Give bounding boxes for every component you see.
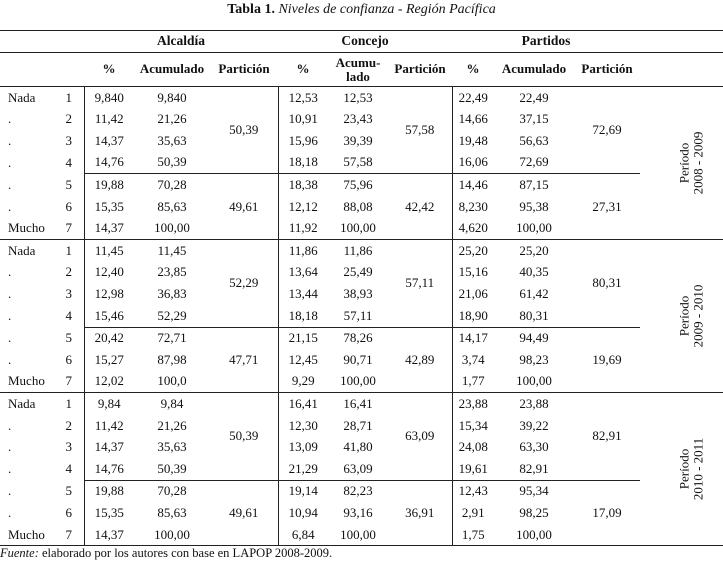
alcaldia-acumulado-cell: 100,00 [134,524,210,546]
concejo-acumulado-cell: 100,00 [328,218,388,240]
partidos-pct-cell: 2,91 [461,504,485,520]
row-label: Nada [0,393,54,415]
concejo-acumulado-cell: 16,41 [328,393,388,415]
row-number: 5 [65,329,72,345]
concejo-pct-cell: 12,53 [288,89,318,105]
partidos-particion-top: 72,69 [574,87,640,174]
alcaldia-particion-top: 50,39 [210,87,278,174]
row-number: 4 [65,154,72,170]
partidos-pct-cell: 15,34 [458,417,488,433]
concejo-pct-cell: 11,86 [278,240,328,262]
partidos-acumulado-header: Acumulado [494,53,574,87]
alcaldia-acumulado-cell: 11,45 [134,240,210,262]
period-label [660,393,723,546]
alcaldia-pct-cell: 9,840 [84,87,134,109]
alcaldia-particion-bottom: 49,61 [210,480,278,546]
period-label-years: 2008 - 2009 [690,131,706,195]
row-number: 7 [54,218,84,240]
row-label: . [8,132,12,148]
row-label: . [8,176,12,192]
row-number: 1 [65,89,72,105]
concejo-particion-bottom: 42,89 [388,327,452,393]
partidos-pct-cell: 21,06 [458,285,488,301]
concejo-acumulado-cell: 11,86 [328,240,388,262]
concejo-acumulado-cell: 57,58 [328,152,388,174]
period-gap [640,87,660,240]
concejo-pct-cell: 12,12 [288,198,318,214]
row-number: 4 [65,460,72,476]
row-number: 3 [65,439,72,455]
alcaldia-acumulado-cell: 9,840 [157,89,187,105]
partidos-particion-top: 82,91 [574,393,640,480]
concejo-pct-cell: 21,15 [288,330,318,346]
concejo-pct-cell: 18,18 [278,152,328,174]
partidos-particion-bottom: 17,09 [574,480,640,546]
row-label: . [8,504,12,520]
concejo-acumulado-cell: 88,08 [343,198,373,214]
row-label: . [8,307,12,323]
alcaldia-acumulado-cell: 50,39 [134,152,210,174]
partidos-acumulado-cell: 100,00 [494,371,574,393]
source-text: elaborado por los autores con base en LAPOP 2008-2009. [38,546,333,560]
partidos-pct-cell: 14,17 [458,330,488,346]
period-label-word: Período [676,449,692,490]
alcaldia-pct-cell: 15,46 [84,305,134,327]
concejo-pct-cell: 21,29 [278,458,328,480]
partidos-acumulado-cell: 22,49 [519,89,549,105]
row-number: 1 [54,240,84,262]
table-row [0,327,723,349]
alcaldia-acumulado-cell: 23,85 [157,264,187,280]
concejo-acumulado-cell: 38,93 [343,285,373,301]
concejo-particion-bottom: 42,42 [388,174,452,240]
partidos-pct-cell: 8,230 [458,198,488,214]
partidos-pct-cell: 22,49 [458,89,488,105]
alcaldia-pct-cell: 11,42 [84,109,134,131]
concejo-pct-cell: 16,41 [278,393,328,415]
partidos-acumulado-cell: 40,35 [519,264,549,280]
alcaldia-acumulado-cell: 52,29 [134,305,210,327]
row-label: . [8,351,12,367]
concejo-pct-cell: 11,92 [278,218,328,240]
concejo-acumulado-cell: 82,23 [343,483,373,499]
row-label: Mucho [0,524,54,546]
alcaldia-acumulado-cell: 9,84 [134,393,210,415]
alcaldia-pct-cell: 14,76 [84,458,134,480]
alcaldia-pct-cell: 11,45 [84,240,134,262]
alcaldia-acumulado-cell: 85,63 [157,198,187,214]
alcaldia-acumulado-cell: 21,26 [157,111,187,127]
alcaldia-particion-bottom: 47,71 [210,327,278,393]
period-label [660,240,723,393]
partidos-acumulado-cell: 98,25 [519,504,549,520]
alcaldia-particion-top: 50,39 [210,393,278,480]
alcaldia-pct-cell: 14,76 [84,152,134,174]
alcaldia-acumulado-cell: 36,83 [157,285,187,301]
period-label-word: Período [676,296,692,337]
alcaldia-pct-header: % [84,53,134,87]
row-label: . [8,154,12,170]
partidos-pct-cell: 1,75 [452,524,494,546]
alcaldia-acumulado-cell: 100,0 [134,371,210,393]
concejo-acumulado-cell: 100,00 [328,524,388,546]
concejo-acumulado-cell: 12,53 [343,89,373,105]
concejo-pct-cell: 13,64 [288,264,318,280]
row-label: . [8,483,12,499]
alcaldia-pct-cell: 9,84 [84,393,134,415]
row-number: 6 [65,198,72,214]
alcaldia-particion-header: Partición [210,53,278,87]
row-label: . [8,198,12,214]
period-label-text [677,132,706,195]
partidos-acumulado-cell: 100,00 [494,524,574,546]
concejo-acumulado-cell: 93,16 [343,504,373,520]
row-number: 2 [65,111,72,127]
alcaldia-acumulado-cell: 50,39 [134,458,210,480]
partidos-particion-top: 80,31 [574,240,640,327]
sub-header-row [0,53,723,87]
concejo-particion-top: 57,11 [388,240,452,327]
group-alcaldia: Alcaldía [84,31,278,53]
partidos-acumulado-cell: 56,63 [519,132,549,148]
partidos-pct-cell: 23,88 [452,393,494,415]
row-label: Nada [8,89,36,105]
concejo-acumulado-cell: 57,11 [328,305,388,327]
partidos-acumulado-cell: 100,00 [494,218,574,240]
concejo-pct-cell: 10,94 [288,504,318,520]
period-label-years: 2010 - 2011 [690,438,706,501]
alcaldia-pct-cell: 12,98 [84,283,134,305]
alcaldia-pct-cell: 11,42 [84,415,134,437]
partidos-acumulado-cell: 95,34 [519,483,549,499]
alcaldia-pct-cell: 14,37 [84,218,134,240]
concejo-pct-cell: 6,84 [278,524,328,546]
row-label: Nada [0,240,54,262]
alcaldia-particion-bottom: 49,61 [210,174,278,240]
concejo-pct-cell: 12,30 [288,417,318,433]
period-label-text [677,438,706,500]
alcaldia-acumulado-cell: 35,63 [157,439,187,455]
row-label: Mucho [0,218,54,240]
alcaldia-pct-cell: 14,37 [84,437,134,459]
table-row [0,480,723,502]
partidos-pct-cell: 19,48 [458,132,488,148]
row-label: . [8,264,12,280]
concejo-acumulado-cell: 90,71 [343,351,373,367]
group-concejo: Concejo [278,31,452,53]
partidos-pct-cell: 16,06 [452,152,494,174]
partidos-acumulado-cell: 95,38 [519,198,549,214]
concejo-pct-cell: 18,38 [288,177,318,193]
concejo-acumulado-cell: 25,49 [343,264,373,280]
partidos-acumulado-cell: 87,15 [519,177,549,193]
partidos-pct-cell: 15,16 [458,264,488,280]
partidos-pct-cell: 12,43 [458,483,488,499]
alcaldia-pct-cell: 15,35 [84,502,134,524]
table-row [0,87,723,109]
row-label: Mucho [0,371,54,393]
table-title-text: Niveles de confianza - Región Pacífica [278,2,496,17]
alcaldia-acumulado-cell: 35,63 [157,132,187,148]
concejo-acumulado-cell: 41,80 [343,439,373,455]
concejo-particion-bottom: 36,91 [388,480,452,546]
concejo-acumulado-cell: 78,26 [343,330,373,346]
partidos-acumulado-cell: 39,22 [519,417,549,433]
row-label: . [8,111,12,127]
table-title-number: Tabla 1. [227,2,275,17]
period-label-text [677,285,706,348]
alcaldia-acumulado-cell: 70,28 [157,483,187,499]
row-label: . [8,460,12,476]
alcaldia-acumulado-cell: 70,28 [157,177,187,193]
partidos-acumulado-cell: 94,49 [519,330,549,346]
partidos-acumulado-cell: 82,91 [494,458,574,480]
partidos-pct-cell: 3,74 [461,351,485,367]
row-number: 5 [65,176,72,192]
row-label: . [8,329,12,345]
concejo-acumulado-cell: 28,71 [343,417,373,433]
table-title [0,2,723,18]
concejo-pct-header: % [278,53,328,87]
row-number: 3 [65,285,72,301]
table-row [0,240,723,262]
source-label: Fuente: [0,546,39,560]
concejo-pct-cell: 13,09 [288,439,318,455]
alcaldia-pct-cell: 12,40 [84,262,134,284]
group-partidos: Partidos [452,31,640,53]
concejo-pct-cell: 18,18 [278,305,328,327]
partidos-acumulado-cell: 23,88 [494,393,574,415]
period-label-years: 2009 - 2010 [690,284,706,348]
partidos-acumulado-cell: 61,42 [519,285,549,301]
row-number: 7 [54,371,84,393]
concejo-particion-header: Partición [388,53,452,87]
row-number: 2 [65,417,72,433]
concejo-pct-cell: 9,29 [278,371,328,393]
partidos-pct-cell: 14,46 [458,177,488,193]
alcaldia-acumulado-cell: 21,26 [157,417,187,433]
concejo-particion-top: 63,09 [388,393,452,480]
row-number: 7 [54,524,84,546]
confidence-table [0,30,723,546]
concejo-acumulado-header: Acumu- lado [328,53,388,87]
row-number: 6 [65,504,72,520]
partidos-acumulado-cell: 80,31 [494,305,574,327]
concejo-pct-cell: 12,45 [288,351,318,367]
concejo-acumulado-cell: 100,00 [328,371,388,393]
alcaldia-pct-cell: 14,37 [84,524,134,546]
row-label: . [8,417,12,433]
partidos-acumulado-cell: 72,69 [494,152,574,174]
period-label-word: Período [676,142,692,184]
alcaldia-pct-cell: 19,88 [84,174,134,196]
partidos-pct-cell: 25,20 [452,240,494,262]
row-number: 6 [65,351,72,367]
partidos-particion-bottom: 19,69 [574,327,640,393]
alcaldia-pct-cell: 15,35 [84,196,134,218]
alcaldia-acumulado-cell: 72,71 [157,330,187,346]
row-number: 4 [65,307,72,323]
alcaldia-pct-cell: 15,27 [84,349,134,371]
partidos-pct-cell: 18,90 [452,305,494,327]
concejo-pct-cell: 13,44 [288,285,318,301]
partidos-pct-cell: 1,77 [452,371,494,393]
concejo-acumulado-cell: 23,43 [343,111,373,127]
partidos-pct-cell: 19,61 [452,458,494,480]
alcaldia-acumulado-header: Acumulado [134,53,210,87]
row-label: . [8,439,12,455]
period-label [660,87,723,240]
alcaldia-particion-top: 52,29 [210,240,278,327]
partidos-acumulado-cell: 25,20 [494,240,574,262]
alcaldia-pct-cell: 20,42 [84,327,134,349]
partidos-acumulado-cell: 37,15 [519,111,549,127]
alcaldia-pct-cell: 19,88 [84,480,134,502]
row-number: 3 [65,132,72,148]
partidos-pct-cell: 4,620 [452,218,494,240]
alcaldia-pct-cell: 14,37 [84,130,134,152]
row-number: 5 [65,483,72,499]
partidos-pct-cell: 14,66 [458,111,488,127]
alcaldia-pct-cell: 12,02 [84,371,134,393]
group-header-row [0,31,723,53]
alcaldia-acumulado-cell: 85,63 [157,504,187,520]
partidos-acumulado-cell: 98,23 [519,351,549,367]
concejo-acumulado-cell: 75,96 [343,177,373,193]
partidos-particion-header: Partición [574,53,640,87]
period-gap [640,393,660,546]
alcaldia-acumulado-cell: 100,00 [134,218,210,240]
concejo-acumulado-cell: 39,39 [343,132,373,148]
partidos-acumulado-cell: 63,30 [519,439,549,455]
partidos-particion-bottom: 27,31 [574,174,640,240]
table-row [0,174,723,196]
concejo-particion-top: 57,58 [388,87,452,174]
period-gap [640,240,660,393]
alcaldia-acumulado-cell: 87,98 [157,351,187,367]
concejo-acumulado-cell: 63,09 [328,458,388,480]
concejo-pct-cell: 19,14 [288,483,318,499]
source-footnote [0,546,332,561]
concejo-pct-cell: 10,91 [288,111,318,127]
partidos-pct-cell: 24,08 [458,439,488,455]
row-number: 2 [65,264,72,280]
table-row [0,393,723,415]
row-label: . [8,285,12,301]
concejo-pct-cell: 15,96 [288,132,318,148]
row-number: 1 [54,393,84,415]
partidos-pct-header: % [452,53,494,87]
